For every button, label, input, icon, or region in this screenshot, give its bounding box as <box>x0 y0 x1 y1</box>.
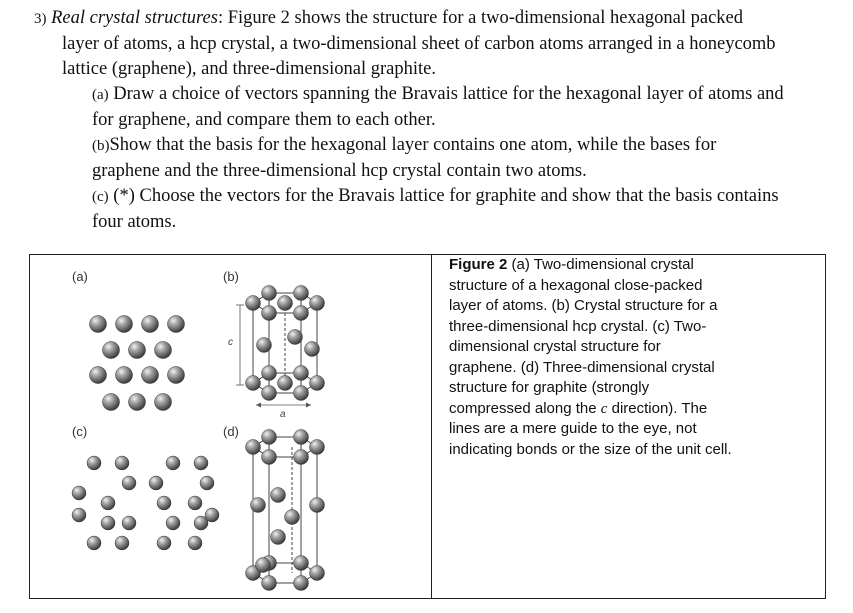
hex-layer-atom <box>103 394 120 411</box>
graphite-atom <box>310 566 325 581</box>
part-c-line-2: four atoms. <box>92 212 177 232</box>
caption-line-7: structure for graphite (strongly <box>449 379 650 396</box>
part-b-label: (b) <box>92 138 110 154</box>
hex-layer-atom <box>142 316 159 333</box>
caption-text-8-end: direction). The <box>607 399 708 417</box>
hcp-atom <box>262 386 277 401</box>
panel-label-b: (b) <box>223 269 239 284</box>
hex-layer-atom <box>90 367 107 384</box>
graphite-atom <box>310 498 325 513</box>
graphene-atom <box>200 476 214 490</box>
graphene-atom <box>188 536 202 550</box>
caption-line-2: structure of a hexagonal close-packed <box>449 276 703 294</box>
graphite-atom <box>285 510 300 525</box>
hex-layer-atom <box>155 394 172 411</box>
panel-label-c: (c) <box>72 424 88 439</box>
hcp-atom <box>294 386 309 401</box>
graphite-atom <box>262 576 277 591</box>
graphene-atom <box>72 508 86 522</box>
graphene-atom <box>115 536 129 550</box>
graphene-atom <box>87 536 101 550</box>
hex-layer-atom <box>116 316 133 333</box>
caption-line-6: graphene. (d) Three-dimensional crystal <box>449 358 715 376</box>
hex-layer-atom <box>142 367 159 384</box>
figure-illustration <box>30 255 432 598</box>
graphene-atom <box>122 476 136 490</box>
graphite-atom <box>271 530 286 545</box>
part-c-text-1: (*) Choose the vectors for the Bravais lattice for graphite and show that the basis contains <box>113 186 779 206</box>
part-b-text-1: Show that the basis for the hexagonal layer contains one atom, while the bases for <box>109 135 717 155</box>
caption-line-4: three-dimensional hcp crystal. (c) Two- <box>449 317 707 335</box>
caption-line-5: dimensional crystal structure for <box>449 338 661 355</box>
hex-layer-atom <box>155 342 172 359</box>
question-title: Real crystal structures <box>51 8 218 28</box>
graphene-atom <box>115 456 129 470</box>
a-dimension-arrow-right <box>306 403 311 408</box>
question-intro-text-1: : Figure 2 shows the structure for a two-dimensional hexagonal packed <box>217 8 744 28</box>
hcp-atom <box>262 286 277 301</box>
caption-text-1: (a) Two-dimensional crystal <box>507 256 694 273</box>
graphite-atom <box>294 576 309 591</box>
hex-layer-atom <box>168 316 185 333</box>
graphene-atom <box>157 536 171 550</box>
hcp-atom <box>288 330 303 345</box>
figure-caption-cell <box>432 255 825 598</box>
hcp-atom <box>294 366 309 381</box>
panel-label-d: (d) <box>223 424 239 439</box>
graphite-atom <box>246 440 261 455</box>
part-a-text-1: Draw a choice of vectors spanning the Bravais lattice for the hexagonal layer of atoms and <box>113 84 784 104</box>
caption-line-10: indicating bonds or the size of the unit cell. <box>449 440 732 458</box>
hex-layer-atom <box>90 316 107 333</box>
hcp-atom <box>257 338 272 353</box>
graphite-atom <box>262 450 277 465</box>
part-b-line-1 <box>34 133 834 159</box>
hex-layer-atom <box>103 342 120 359</box>
hex-layer-atom <box>168 367 185 384</box>
caption-line-8 <box>449 399 779 420</box>
graphite-atom <box>294 450 309 465</box>
graphene-atom <box>87 456 101 470</box>
graphite-atom <box>256 558 271 573</box>
caption-c-symbol: c <box>600 400 608 417</box>
graphene-atom <box>166 456 180 470</box>
hcp-atom <box>262 306 277 321</box>
graphene-atom <box>166 516 180 530</box>
hcp-crystal-structure <box>228 286 325 421</box>
graphene-atoms <box>72 456 219 550</box>
hcp-atom <box>246 376 261 391</box>
hcp-atom <box>278 296 293 311</box>
graphene-atom <box>101 496 115 510</box>
hcp-atom <box>294 286 309 301</box>
graphene-atom <box>72 486 86 500</box>
part-c-label: (c) <box>92 189 109 205</box>
question-intro-line-1 <box>34 6 834 32</box>
a-dimension-arrow-left <box>256 403 261 408</box>
graphene-atom <box>122 516 136 530</box>
part-c-line-1 <box>34 184 834 210</box>
graphene-atom <box>157 496 171 510</box>
graphite-atom <box>251 498 266 513</box>
hexagonal-layer-atoms <box>90 316 185 411</box>
figure-table <box>29 254 826 599</box>
graphene-atom <box>149 476 163 490</box>
hcp-atom <box>310 296 325 311</box>
graphite-atom <box>294 430 309 445</box>
graphite-structure <box>246 430 325 591</box>
caption-line-3: layer of atoms. (b) Crystal structure for a <box>449 297 718 314</box>
graphite-atom <box>310 440 325 455</box>
figure-caption <box>449 255 779 460</box>
hex-layer-atom <box>129 342 146 359</box>
question-intro-line-3: lattice (graphene), and three-dimensional graphite. <box>62 59 436 79</box>
a-axis-label: a <box>280 409 286 420</box>
graphene-atom <box>188 496 202 510</box>
question-block <box>34 6 834 235</box>
hcp-atom <box>262 366 277 381</box>
hcp-atom <box>278 376 293 391</box>
hex-layer-atom <box>129 394 146 411</box>
question-intro-line-2: layer of atoms, a hcp crystal, a two-dimensional sheet of carbon atoms arranged in a honeycomb <box>62 34 776 54</box>
part-a-line-1 <box>34 82 834 108</box>
question-number: 3) <box>34 11 47 27</box>
hcp-atom <box>310 376 325 391</box>
caption-title: Figure 2 <box>449 256 508 273</box>
panel-label-a: (a) <box>72 269 88 284</box>
part-a-label: (a) <box>92 87 109 103</box>
graphene-atom <box>194 456 208 470</box>
hcp-atom <box>305 342 320 357</box>
crystal-figure-svg <box>30 255 430 598</box>
hcp-atom <box>294 306 309 321</box>
graphite-atom <box>294 556 309 571</box>
caption-line-9: lines are a mere guide to the eye, not <box>449 420 697 437</box>
part-b-line-2: graphene and the three-dimensional hcp crystal contain two atoms. <box>92 161 587 181</box>
c-axis-label: c <box>228 337 233 348</box>
hex-layer-atom <box>116 367 133 384</box>
caption-text-8: compressed along the <box>449 399 601 417</box>
graphene-atom <box>101 516 115 530</box>
graphite-atom <box>262 430 277 445</box>
graphene-atom <box>205 508 219 522</box>
graphite-atoms <box>246 430 325 591</box>
part-a-line-2: for graphene, and compare them to each other. <box>92 110 436 130</box>
graphite-atom <box>271 488 286 503</box>
hcp-atom <box>246 296 261 311</box>
caption-line-1 <box>449 255 779 276</box>
